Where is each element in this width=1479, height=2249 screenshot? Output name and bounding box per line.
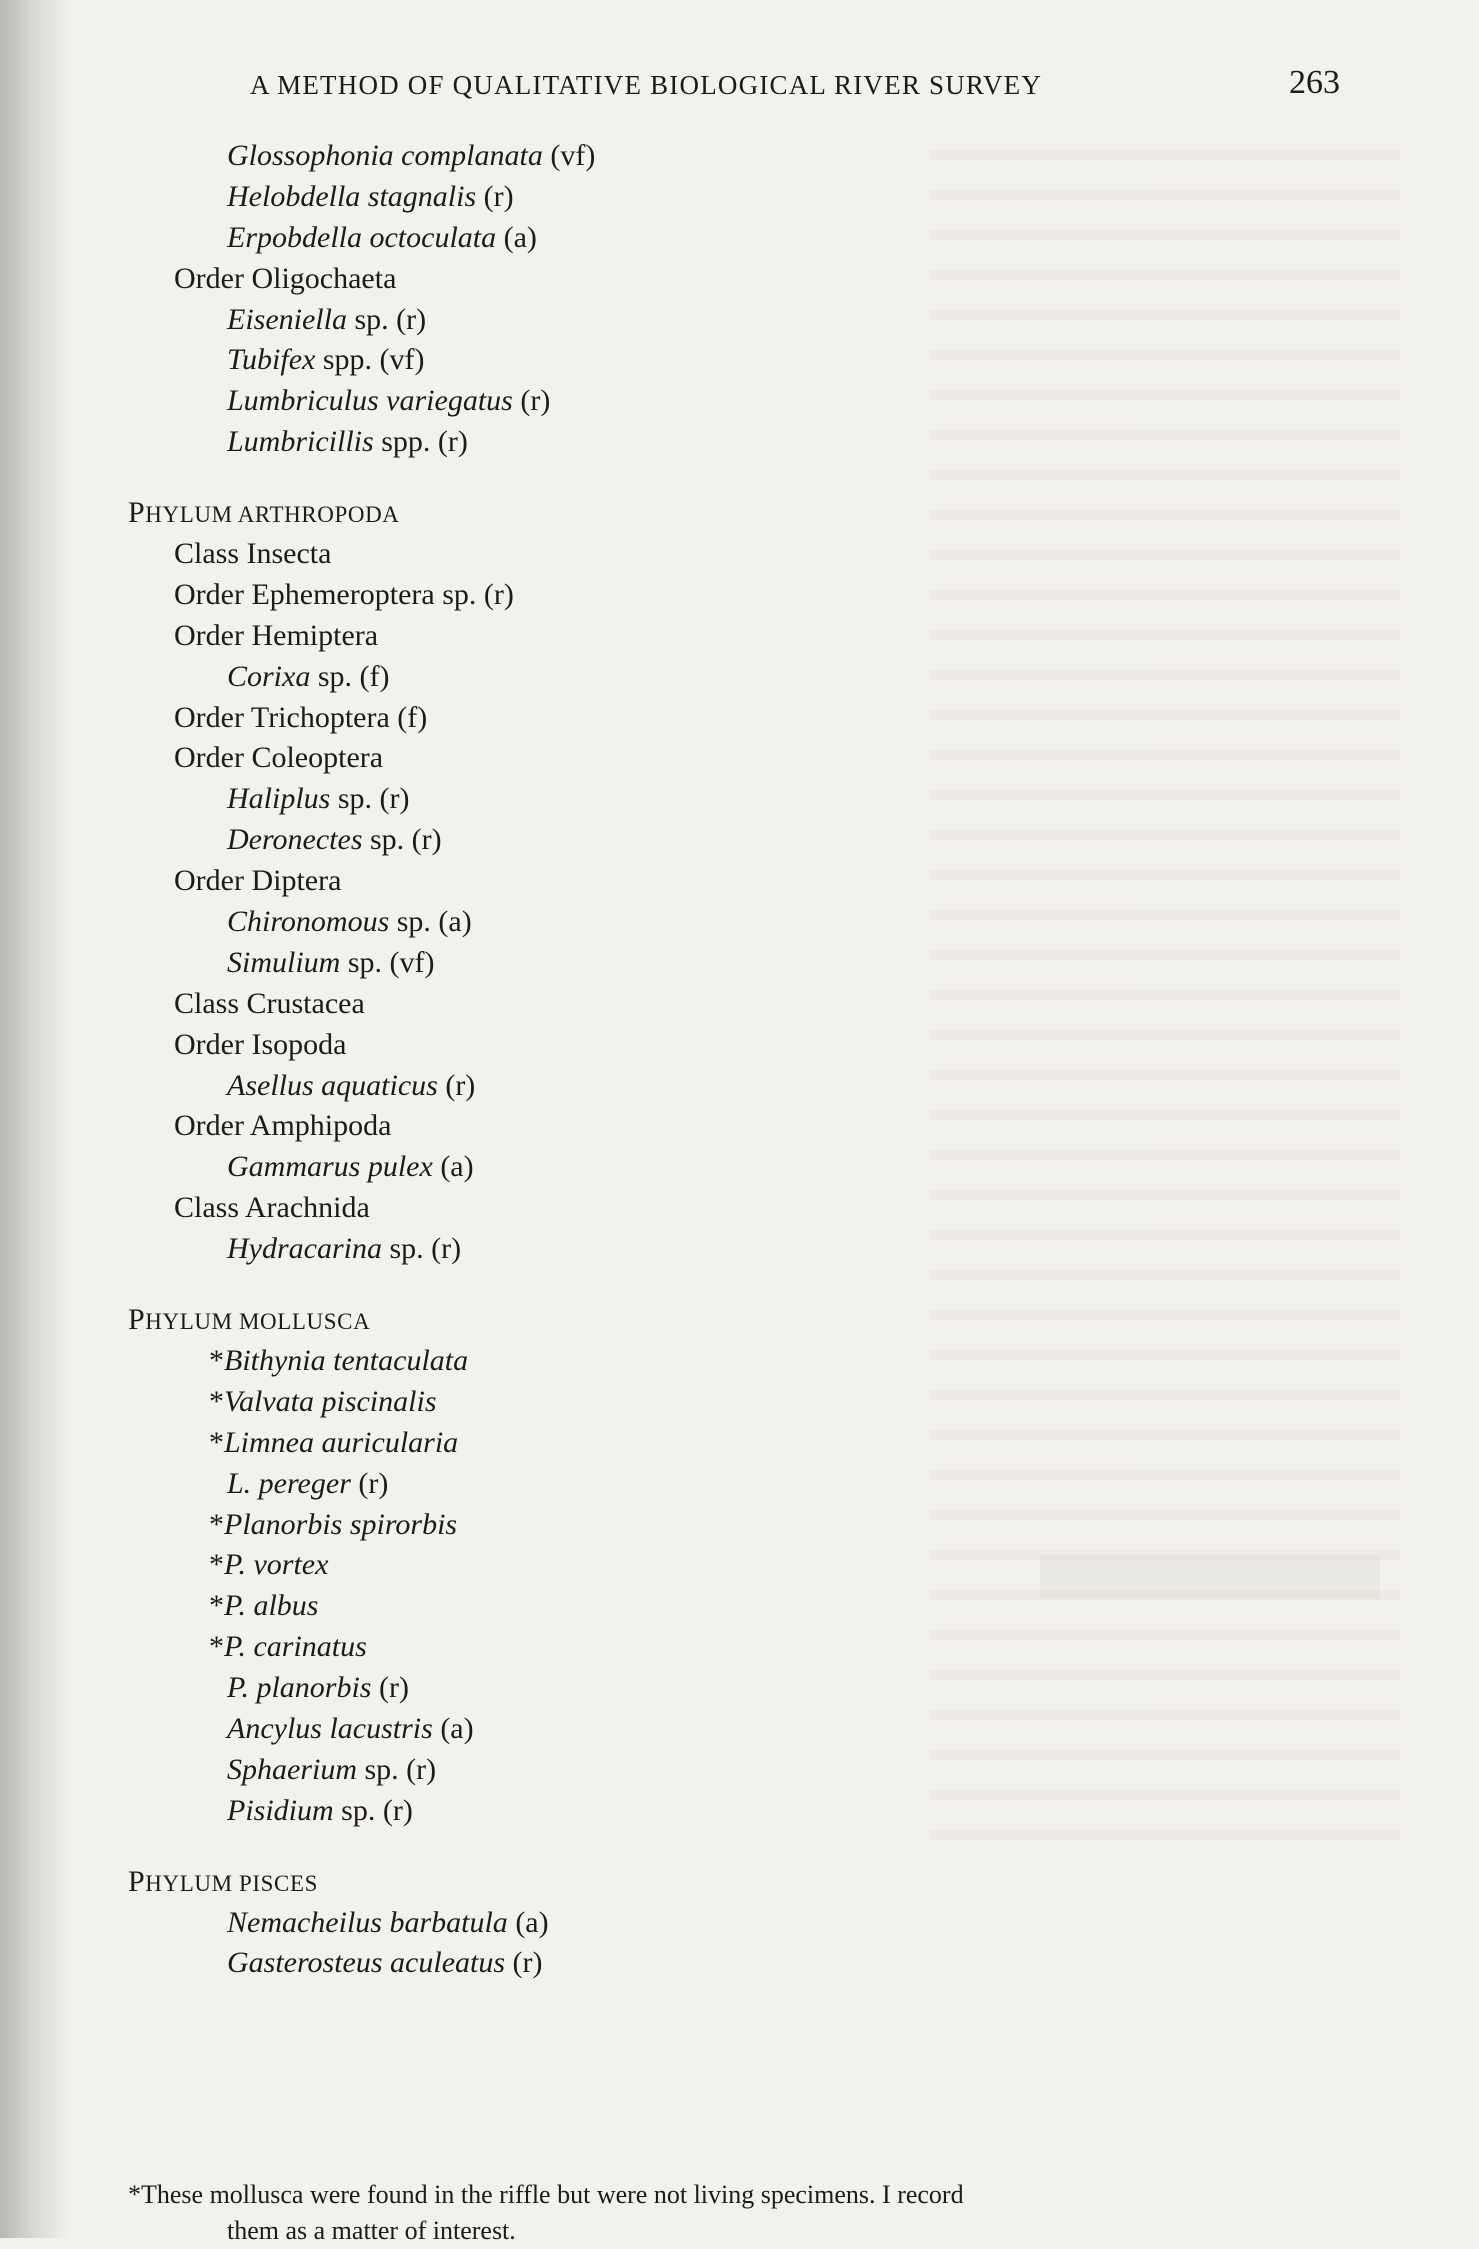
phylum-name: HYLUM PISCES: [145, 1870, 319, 1896]
abundance-note: (r): [520, 384, 551, 418]
taxon-group-label: Order Hemiptera: [174, 618, 379, 652]
footnote-marker: *: [209, 1384, 224, 1418]
species-row: [128, 218, 1128, 259]
species-name: P. albus: [224, 1589, 319, 1623]
species-name: Gasterosteus aculeatus: [227, 1946, 506, 1980]
species-name: P. vortex: [224, 1548, 329, 1582]
abundance-note: (r): [512, 1946, 543, 1980]
taxon-group-label: Class Crustacea: [174, 986, 365, 1020]
page-header: [250, 64, 1340, 108]
page-number: 263: [1289, 64, 1340, 101]
species-row: [128, 820, 1128, 861]
species-row: [128, 657, 1128, 698]
species-row: [128, 1423, 1128, 1464]
species-row: [128, 300, 1128, 341]
species-name: P. carinatus: [224, 1630, 367, 1664]
taxon-group-label: Order Coleoptera: [174, 741, 384, 775]
species-name: Sphaerium: [227, 1752, 357, 1786]
running-title: A METHOD OF QUALITATIVE BIOLOGICAL RIVER SURVEY: [250, 70, 1043, 100]
phylum-heading: [128, 493, 1128, 534]
taxon-group-row: [128, 1188, 1128, 1229]
taxon-group-row: [128, 259, 1128, 300]
taxon-group-row: [128, 984, 1128, 1025]
abundance-note: spp. (vf): [322, 343, 425, 377]
species-row: [128, 1586, 1128, 1627]
species-name: Valvata piscinalis: [224, 1384, 437, 1418]
species-name: Gammarus pulex: [227, 1150, 433, 1184]
taxon-group-label: Order Oligochaeta: [174, 261, 397, 295]
phylum-heading: [128, 1300, 1128, 1341]
footnote-marker: *: [209, 1589, 224, 1623]
species-row: [128, 1147, 1128, 1188]
abundance-note: (a): [503, 220, 537, 254]
phylum-name: HYLUM ARTHROPODA: [145, 502, 400, 528]
species-row: [128, 1903, 1128, 1944]
abundance-note: (r): [445, 1068, 476, 1102]
abundance-note: (r): [358, 1466, 389, 1500]
species-row: [128, 1750, 1128, 1791]
footnote-line: *These mollusca were found in the riffle but were not living specimens. I record: [128, 2180, 964, 2209]
species-name: Chironomous: [227, 905, 390, 939]
abundance-note: sp. (r): [364, 1752, 437, 1786]
species-row: [128, 1066, 1128, 1107]
footnote-marker: *: [209, 1507, 224, 1541]
species-list: [128, 136, 1128, 1984]
abundance-note: sp. (r): [370, 823, 442, 857]
taxon-group-label: Order Trichoptera (f): [174, 700, 428, 734]
species-row: [128, 902, 1128, 943]
taxon-group-row: [128, 1025, 1128, 1066]
species-name: Eiseniella: [227, 302, 347, 336]
footnote-marker: *: [209, 1343, 224, 1377]
abundance-note: sp. (vf): [347, 945, 435, 979]
species-name: Erpobdella octoculata: [227, 220, 497, 254]
abundance-note: sp. (f): [317, 659, 390, 693]
abundance-note: (vf): [550, 139, 596, 172]
phylum-initial: P: [128, 496, 146, 530]
species-name: Glossophonia complanata: [227, 139, 543, 172]
taxon-group-row: [128, 698, 1128, 739]
species-name: P. planorbis: [227, 1671, 372, 1705]
abundance-note: sp. (r): [341, 1793, 413, 1827]
species-row: [128, 340, 1128, 381]
species-name: Lumbricillis: [227, 425, 374, 459]
species-name: Pisidium: [227, 1793, 334, 1827]
species-name: Helobdella stagnalis: [227, 179, 477, 213]
phylum-initial: P: [128, 1864, 146, 1898]
taxon-group-row: [128, 738, 1128, 779]
species-row: [128, 422, 1128, 463]
species-row: [128, 381, 1128, 422]
taxon-group-label: Order Amphipoda: [174, 1109, 392, 1143]
species-row: [128, 1791, 1128, 1832]
abundance-note: sp. (r): [337, 782, 410, 816]
footnote-line: them as a matter of interest.: [227, 2216, 516, 2245]
species-name: Ancylus lacustris: [227, 1711, 433, 1745]
abundance-note: (a): [440, 1150, 474, 1184]
abundance-note: sp. (r): [354, 302, 427, 336]
taxon-group-label: Order Ephemeroptera sp. (r): [174, 577, 514, 611]
species-name: L. pereger: [227, 1466, 351, 1500]
species-name: Planorbis spirorbis: [224, 1507, 458, 1541]
species-name: Hydracarina: [227, 1232, 382, 1266]
species-row: [128, 1709, 1128, 1750]
species-row: [128, 1943, 1128, 1984]
species-name: Haliplus: [227, 782, 331, 816]
species-name: Bithynia tentaculata: [224, 1343, 469, 1377]
taxon-group-label: Order Diptera: [174, 864, 342, 898]
species-name: Limnea auricularia: [224, 1425, 459, 1459]
page-gutter-shadow: [0, 0, 70, 2238]
species-row: [128, 1668, 1128, 1709]
taxon-group-row: [128, 575, 1128, 616]
abundance-note: (a): [440, 1711, 474, 1745]
taxon-group-row: [128, 861, 1128, 902]
taxon-group-row: [128, 534, 1128, 575]
abundance-note: spp. (r): [381, 425, 468, 459]
footnote: [128, 2177, 1338, 2249]
abundance-note: (a): [515, 1905, 549, 1939]
abundance-note: sp. (r): [389, 1232, 462, 1266]
species-row: [128, 1229, 1128, 1270]
taxon-group-label: Order Isopoda: [174, 1027, 347, 1061]
phylum-name: HYLUM MOLLUSCA: [145, 1309, 371, 1335]
species-row: [128, 136, 1128, 177]
species-row: [128, 1505, 1128, 1546]
abundance-note: (r): [378, 1671, 409, 1705]
species-row: [128, 1382, 1128, 1423]
species-name: Lumbriculus variegatus: [227, 384, 513, 418]
species-row: [128, 1545, 1128, 1586]
species-name: Deronectes: [227, 823, 363, 857]
footnote-marker: *: [209, 1630, 224, 1664]
phylum-heading: [128, 1862, 1128, 1903]
species-row: [128, 1627, 1128, 1668]
species-name: Nemacheilus barbatula: [227, 1905, 508, 1939]
taxon-group-row: [128, 616, 1128, 657]
species-row: [128, 1341, 1128, 1382]
species-name: Tubifex: [227, 343, 316, 377]
taxon-group-label: Class Arachnida: [174, 1191, 370, 1225]
species-row: [128, 779, 1128, 820]
species-name: Simulium: [227, 945, 341, 979]
species-row: [128, 1464, 1128, 1505]
species-name: Asellus aquaticus: [227, 1068, 438, 1102]
species-name: Corixa: [227, 659, 311, 693]
species-row: [128, 943, 1128, 984]
species-row: [128, 177, 1128, 218]
footnote-marker: *: [209, 1548, 224, 1582]
footnote-marker: *: [209, 1425, 224, 1459]
abundance-note: sp. (a): [396, 905, 472, 939]
abundance-note: (r): [483, 179, 514, 213]
taxon-group-label: Class Insecta: [174, 537, 332, 571]
taxon-group-row: [128, 1106, 1128, 1147]
phylum-initial: P: [128, 1303, 146, 1337]
